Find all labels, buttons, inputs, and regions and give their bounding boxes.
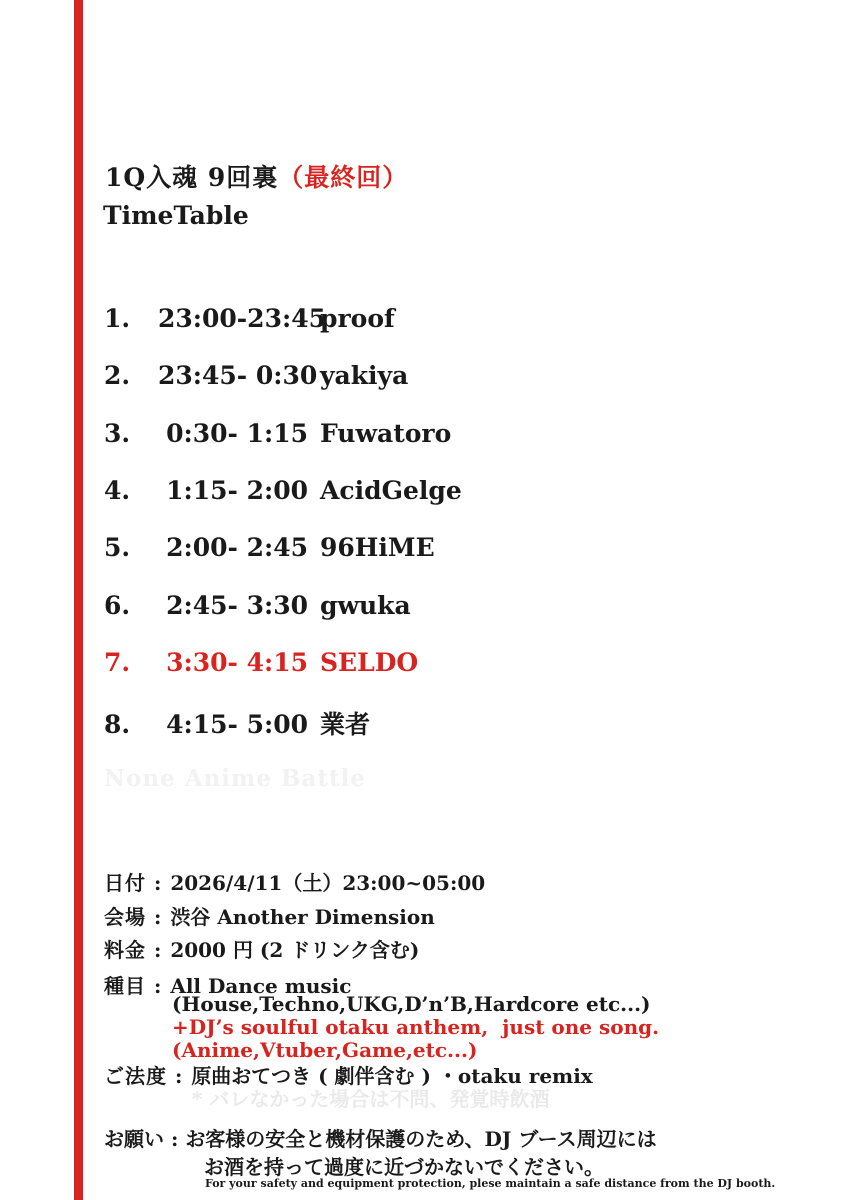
timetable-dj-name: proof: [320, 304, 395, 333]
genre-line-3a: +DJ’s soulful otaku anthem,: [172, 1015, 489, 1039]
ghost-text: None Anime Battle: [104, 765, 366, 792]
timetable-time: 2:00- 2:45: [166, 533, 308, 563]
request-row: [104, 1127, 657, 1151]
request-line-1: お客様の安全と機材保護のため、DJ ブース周辺には: [185, 1127, 657, 1151]
venue-value: 渋谷 Another Dimension: [170, 905, 435, 929]
date-value: 2026/4/11（土）23:00~05:00: [170, 871, 486, 895]
request-line-2: お酒を持って過度に近づかないでください。: [204, 1155, 604, 1179]
genre-line-3b: just one song.: [502, 1015, 660, 1039]
timetable-time: 23:00-23:45: [158, 304, 326, 333]
timetable-row: [104, 361, 408, 390]
timetable-number: 4.: [104, 475, 131, 505]
timetable-dj-name: 業者: [320, 710, 371, 740]
timetable-row: [104, 533, 435, 562]
timetable-row: [104, 304, 395, 333]
genre-label: 種目 :: [104, 974, 171, 998]
timetable-heading: TimeTable: [103, 201, 249, 230]
genre-line-2: (House,Techno,UKG,D’n’B,Hardcore etc...): [172, 992, 651, 1016]
request-english: For your safety and equipment protection, plese maintain a safe distance from the DJ booth.: [205, 1177, 776, 1190]
red-accent-bar: [74, 0, 83, 1200]
timetable-dj-name: Fuwatoro: [320, 418, 452, 448]
timetable-time: 0:30- 1:15: [166, 418, 308, 448]
timetable-dj-name: 96HiME: [320, 533, 435, 563]
timetable-number: 7.: [104, 647, 131, 677]
timetable-number: 1.: [104, 304, 131, 333]
timetable-dj-name: SELDO: [320, 647, 419, 677]
timetable-row: [104, 705, 370, 741]
request-label: お願い :: [104, 1127, 186, 1151]
timetable-dj-name: yakiya: [320, 361, 409, 391]
price-value: 2000 円 (2 ドリンク含む): [170, 938, 420, 962]
price-row: [104, 934, 419, 963]
rule-value: 原曲おてつき ( 劇伴含む ) ・otaku remix: [191, 1064, 593, 1088]
timetable-row: [104, 591, 411, 620]
event-title-final: （最終回）: [278, 163, 409, 192]
timetable-time: 1:15- 2:00: [166, 475, 308, 505]
genre-line-4: (Anime,Vtuber,Game,etc...): [172, 1038, 478, 1062]
date-label: 日付 :: [104, 871, 171, 895]
rule-label: ご法度 :: [104, 1064, 192, 1088]
timetable-time: 2:45- 3:30: [166, 590, 308, 620]
timetable-number: 6.: [104, 590, 131, 620]
date-row: [104, 867, 485, 896]
timetable-row: [104, 648, 418, 677]
timetable-number: 3.: [104, 418, 131, 448]
timetable-dj-name: AcidGelge: [320, 475, 462, 505]
venue-row: [104, 901, 435, 930]
timetable-number: 8.: [104, 710, 131, 740]
venue-label: 会場 :: [104, 905, 171, 929]
timetable-number: 2.: [104, 361, 131, 391]
timetable-dj-name: gwuka: [320, 590, 411, 620]
timetable-time: 23:45- 0:30: [158, 361, 318, 391]
timetable-time: 4:15- 5:00: [166, 710, 308, 740]
event-title-main: 1Q入魂 9回裏: [105, 163, 279, 192]
genre-line-3: [172, 1016, 659, 1038]
timetable-row: [104, 476, 462, 505]
timetable-time: 3:30- 4:15: [166, 647, 308, 677]
timetable-number: 5.: [104, 533, 131, 563]
price-label: 料金 :: [104, 938, 171, 962]
timetable-row: [104, 419, 451, 448]
rule-note: * バレなかった場合は不問、発覚時飲酒: [192, 1087, 550, 1111]
genre-value: All Dance music: [170, 974, 352, 998]
event-title: [105, 158, 408, 194]
